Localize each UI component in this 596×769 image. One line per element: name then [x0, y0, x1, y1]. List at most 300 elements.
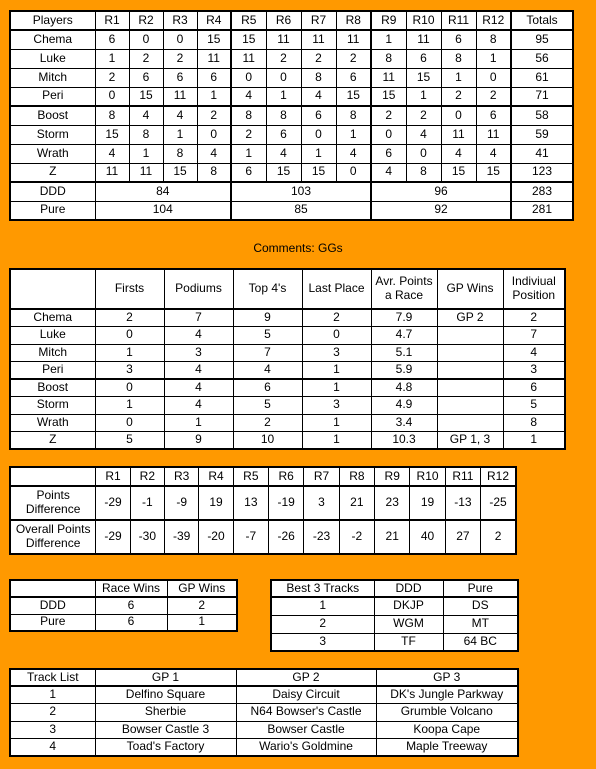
difference-value: 40	[410, 520, 445, 554]
track-list-table	[9, 668, 519, 757]
track-row	[10, 721, 518, 739]
round-header: R5	[233, 467, 268, 486]
race-score: 0	[476, 68, 511, 87]
round-header: R11	[445, 467, 480, 486]
race-score: 11	[301, 30, 336, 49]
stat-value: 5	[503, 397, 565, 415]
round-header: R3	[165, 467, 199, 486]
race-score: 0	[266, 68, 301, 87]
player-total: 123	[511, 163, 573, 182]
stat-value: 5.1	[371, 344, 437, 362]
track-abbrev: TF	[374, 633, 443, 651]
race-score: 6	[266, 125, 301, 144]
race-score: 11	[163, 87, 197, 106]
difference-value: -20	[199, 520, 233, 554]
race-score: 15	[231, 30, 266, 49]
race-score: 2	[95, 68, 129, 87]
team-gp-score: 104	[95, 201, 231, 220]
difference-value: -29	[96, 486, 130, 520]
track-name: Bowser Castle	[236, 721, 376, 739]
stat-value	[437, 379, 503, 397]
race-score: 8	[441, 49, 476, 68]
team-gp-score: 96	[371, 182, 511, 201]
player-name: Peri	[10, 362, 95, 380]
race-score: 1	[266, 87, 301, 106]
stat-value: 0	[95, 414, 164, 432]
stat-value	[437, 414, 503, 432]
stats-header-row	[10, 269, 565, 309]
race-score: 0	[406, 144, 441, 163]
difference-value: 21	[339, 486, 374, 520]
track-abbrev: DKJP	[374, 597, 443, 615]
stats-row	[10, 344, 565, 362]
stats-row	[10, 362, 565, 380]
team-gp-score: 85	[231, 201, 371, 220]
stat-value	[437, 327, 503, 345]
difference-row	[10, 486, 516, 520]
player-score-row	[10, 68, 573, 87]
stat-value: 4	[164, 379, 233, 397]
race-score: 6	[301, 106, 336, 125]
tracks-header: Track List	[10, 669, 95, 686]
team-gp-score: 92	[371, 201, 511, 220]
stats-row	[10, 327, 565, 345]
race-score: 15	[476, 163, 511, 182]
stat-value: 9	[164, 432, 233, 450]
stat-value: 2	[233, 414, 302, 432]
race-score: 2	[336, 49, 371, 68]
difference-value: 3	[304, 486, 339, 520]
best-header: Pure	[443, 580, 518, 597]
race-score: 6	[441, 30, 476, 49]
race-score: 0	[95, 87, 129, 106]
stats-row	[10, 414, 565, 432]
stat-value: 7	[164, 309, 233, 327]
round-header: R9	[375, 467, 410, 486]
round-header: R12	[481, 467, 516, 486]
race-score: 4	[163, 106, 197, 125]
best-row	[271, 615, 518, 633]
difference-value: -2	[339, 520, 374, 554]
header-r6: R6	[266, 11, 301, 30]
race-score: 6	[406, 49, 441, 68]
stat-value: 5	[233, 397, 302, 415]
difference-value: -25	[481, 486, 516, 520]
race-score: 15	[129, 87, 163, 106]
tracks-header: GP 2	[236, 669, 376, 686]
header-r3: R3	[163, 11, 197, 30]
stat-value: 7	[503, 327, 565, 345]
difference-value: -13	[445, 486, 480, 520]
stats-table	[9, 268, 566, 450]
header-r11: R11	[441, 11, 476, 30]
player-name: Luke	[10, 327, 95, 345]
race-score: 0	[301, 125, 336, 144]
team-name: Pure	[10, 614, 95, 631]
team-score-row	[10, 201, 573, 220]
race-score: 1	[163, 125, 197, 144]
tracks-header: GP 1	[95, 669, 236, 686]
player-name: Boost	[10, 379, 95, 397]
track-abbrev: DS	[443, 597, 518, 615]
stat-value: 1	[302, 432, 371, 450]
player-name: Z	[10, 163, 95, 182]
player-name: Storm	[10, 397, 95, 415]
stat-value: 5	[95, 432, 164, 450]
race-score: 1	[231, 144, 266, 163]
race-score: 6	[476, 106, 511, 125]
difference-value: -1	[130, 486, 164, 520]
difference-header-row	[10, 467, 516, 486]
race-score: 15	[301, 163, 336, 182]
header-r7: R7	[301, 11, 336, 30]
race-score: 4	[406, 125, 441, 144]
race-score: 8	[231, 106, 266, 125]
team-score-row	[10, 182, 573, 201]
race-score: 15	[95, 125, 129, 144]
header-totals: Totals	[511, 11, 573, 30]
player-score-row	[10, 30, 573, 49]
stat-value: 4	[164, 327, 233, 345]
stat-value: 0	[95, 327, 164, 345]
player-score-row	[10, 125, 573, 144]
race-score: 4	[441, 144, 476, 163]
race-score: 2	[129, 49, 163, 68]
stat-value: 3.4	[371, 414, 437, 432]
stats-header: Last Place	[302, 269, 371, 309]
header-r10: R10	[406, 11, 441, 30]
race-score: 15	[163, 163, 197, 182]
comments-text: Comments: GGs	[253, 241, 343, 255]
win-count: 2	[167, 597, 237, 614]
player-name: Luke	[10, 49, 95, 68]
wins-header	[10, 580, 95, 597]
stats-header	[10, 269, 95, 309]
player-name: Z	[10, 432, 95, 450]
best-header-row	[271, 580, 518, 597]
race-score: 8	[129, 125, 163, 144]
header-r9: R9	[371, 11, 406, 30]
race-score: 8	[163, 144, 197, 163]
race-number: 1	[10, 686, 95, 704]
race-score: 11	[441, 125, 476, 144]
player-name: Storm	[10, 125, 95, 144]
stats-row	[10, 397, 565, 415]
race-score: 1	[197, 87, 231, 106]
difference-value: 23	[375, 486, 410, 520]
race-score: 1	[441, 68, 476, 87]
race-score: 15	[406, 68, 441, 87]
track-abbrev: MT	[443, 615, 518, 633]
player-name: Mitch	[10, 68, 95, 87]
race-score: 8	[95, 106, 129, 125]
best-header: Best 3 Tracks	[271, 580, 374, 597]
race-score: 2	[266, 49, 301, 68]
race-score: 11	[197, 49, 231, 68]
best-tracks-table	[270, 579, 519, 652]
win-count: 1	[167, 614, 237, 631]
race-score: 8	[266, 106, 301, 125]
race-score: 11	[266, 30, 301, 49]
race-score: 8	[476, 30, 511, 49]
race-number: 2	[10, 704, 95, 722]
race-score: 4	[336, 144, 371, 163]
stat-value: 10	[233, 432, 302, 450]
player-name: Chema	[10, 309, 95, 327]
round-header: R1	[96, 467, 130, 486]
rank: 3	[271, 633, 374, 651]
track-name: Toad's Factory	[95, 739, 236, 757]
race-score: 4	[129, 106, 163, 125]
header-r2: R2	[129, 11, 163, 30]
stat-value	[437, 344, 503, 362]
player-name: Wrath	[10, 414, 95, 432]
race-score: 6	[95, 30, 129, 49]
team-name: DDD	[10, 182, 95, 201]
race-score: 1	[301, 144, 336, 163]
player-total: 71	[511, 87, 573, 106]
header-r1: R1	[95, 11, 129, 30]
difference-value: 13	[233, 486, 268, 520]
player-score-row	[10, 144, 573, 163]
race-score: 15	[441, 163, 476, 182]
race-score: 6	[163, 68, 197, 87]
difference-value: -23	[304, 520, 339, 554]
race-score: 11	[476, 125, 511, 144]
stat-value: 5	[233, 327, 302, 345]
stat-value: 2	[503, 309, 565, 327]
wins-table	[9, 579, 238, 632]
stat-value: 0	[95, 379, 164, 397]
track-name: Koopa Cape	[376, 721, 518, 739]
track-name: Maple Treeway	[376, 739, 518, 757]
player-name: Peri	[10, 87, 95, 106]
difference-value: -30	[130, 520, 164, 554]
stat-value: 2	[302, 309, 371, 327]
best-row	[271, 633, 518, 651]
team-gp-score: 84	[95, 182, 231, 201]
stat-value: GP 2	[437, 309, 503, 327]
team-total: 281	[511, 201, 573, 220]
header-r12: R12	[476, 11, 511, 30]
race-score: 11	[371, 68, 406, 87]
race-score: 2	[406, 106, 441, 125]
race-score: 1	[406, 87, 441, 106]
stat-value: 6	[503, 379, 565, 397]
header-r8: R8	[336, 11, 371, 30]
race-score: 4	[371, 163, 406, 182]
race-score: 11	[406, 30, 441, 49]
rank: 2	[271, 615, 374, 633]
best-header: DDD	[374, 580, 443, 597]
player-total: 41	[511, 144, 573, 163]
race-score: 4	[476, 144, 511, 163]
race-score: 2	[476, 87, 511, 106]
stats-header: GP Wins	[437, 269, 503, 309]
difference-value: 27	[445, 520, 480, 554]
race-number: 4	[10, 739, 95, 757]
stats-header: Podiums	[164, 269, 233, 309]
wins-row	[10, 614, 237, 631]
difference-value: -29	[96, 520, 130, 554]
stat-value: 1	[302, 379, 371, 397]
team-total: 283	[511, 182, 573, 201]
win-count: 6	[95, 614, 167, 631]
track-name: N64 Bowser's Castle	[236, 704, 376, 722]
race-score: 6	[231, 163, 266, 182]
track-abbrev: WGM	[374, 615, 443, 633]
track-name: Wario's Goldmine	[236, 739, 376, 757]
track-name: Bowser Castle 3	[95, 721, 236, 739]
wins-header: GP Wins	[167, 580, 237, 597]
race-score: 0	[441, 106, 476, 125]
round-header	[10, 467, 96, 486]
race-score: 4	[301, 87, 336, 106]
race-score: 2	[231, 125, 266, 144]
track-abbrev: 64 BC	[443, 633, 518, 651]
race-score: 11	[231, 49, 266, 68]
round-header: R8	[339, 467, 374, 486]
stat-value: 1	[302, 414, 371, 432]
race-score: 11	[336, 30, 371, 49]
stat-value: 8	[503, 414, 565, 432]
race-score: 1	[336, 125, 371, 144]
stat-value: 1	[503, 432, 565, 450]
stat-value: 7	[233, 344, 302, 362]
header-r5: R5	[231, 11, 266, 30]
track-row	[10, 704, 518, 722]
difference-table	[9, 466, 517, 555]
wins-header-row	[10, 580, 237, 597]
race-score: 8	[336, 106, 371, 125]
scores-header-row	[10, 11, 573, 30]
player-total: 56	[511, 49, 573, 68]
race-score: 1	[129, 144, 163, 163]
race-score: 4	[231, 87, 266, 106]
player-score-row	[10, 87, 573, 106]
team-gp-score: 103	[231, 182, 371, 201]
race-score: 0	[163, 30, 197, 49]
race-score: 4	[197, 144, 231, 163]
race-score: 2	[441, 87, 476, 106]
stat-value: 4	[233, 362, 302, 380]
stat-value: 4	[164, 362, 233, 380]
stat-value: 4.7	[371, 327, 437, 345]
stat-value: 3	[164, 344, 233, 362]
difference-value: -39	[165, 520, 199, 554]
wins-header: Race Wins	[95, 580, 167, 597]
stats-row	[10, 379, 565, 397]
stat-value: 3	[302, 344, 371, 362]
track-row	[10, 739, 518, 757]
race-score: 11	[95, 163, 129, 182]
team-name: Pure	[10, 201, 95, 220]
difference-value: -9	[165, 486, 199, 520]
race-score: 0	[231, 68, 266, 87]
stat-value: 1	[95, 397, 164, 415]
player-name: Chema	[10, 30, 95, 49]
difference-value: -26	[269, 520, 304, 554]
stat-value: 10.3	[371, 432, 437, 450]
player-score-row	[10, 49, 573, 68]
tracks-header-row	[10, 669, 518, 686]
race-score: 11	[129, 163, 163, 182]
player-total: 59	[511, 125, 573, 144]
win-count: 6	[95, 597, 167, 614]
round-header: R4	[199, 467, 233, 486]
stat-value: 2	[95, 309, 164, 327]
stats-row	[10, 432, 565, 450]
stats-header: Top 4's	[233, 269, 302, 309]
player-name: Mitch	[10, 344, 95, 362]
race-score: 4	[95, 144, 129, 163]
player-score-row	[10, 163, 573, 182]
race-score: 2	[163, 49, 197, 68]
stats-header: Indiviual Position	[503, 269, 565, 309]
difference-row	[10, 520, 516, 554]
wins-row	[10, 597, 237, 614]
race-score: 6	[197, 68, 231, 87]
race-score: 15	[197, 30, 231, 49]
race-score: 2	[301, 49, 336, 68]
race-score: 0	[197, 125, 231, 144]
stat-value: 4.8	[371, 379, 437, 397]
race-score: 2	[197, 106, 231, 125]
difference-value: -19	[269, 486, 304, 520]
race-score: 4	[266, 144, 301, 163]
round-header: R7	[304, 467, 339, 486]
stat-value	[437, 397, 503, 415]
round-header: R2	[130, 467, 164, 486]
race-score: 6	[129, 68, 163, 87]
race-number: 3	[10, 721, 95, 739]
stats-header: Avr. Points a Race	[371, 269, 437, 309]
stat-value: 3	[302, 397, 371, 415]
rank: 1	[271, 597, 374, 615]
stat-value: 3	[503, 362, 565, 380]
stat-value: 6	[233, 379, 302, 397]
track-row	[10, 686, 518, 704]
race-score: 2	[371, 106, 406, 125]
difference-value: -7	[233, 520, 268, 554]
stat-value: 4.9	[371, 397, 437, 415]
track-name: Grumble Volcano	[376, 704, 518, 722]
stat-value: GP 1, 3	[437, 432, 503, 450]
player-total: 95	[511, 30, 573, 49]
race-score: 0	[371, 125, 406, 144]
stat-value: 9	[233, 309, 302, 327]
stat-value	[437, 362, 503, 380]
race-score: 15	[336, 87, 371, 106]
race-score: 1	[95, 49, 129, 68]
difference-value: 21	[375, 520, 410, 554]
difference-value: 2	[481, 520, 516, 554]
race-score: 6	[371, 144, 406, 163]
round-header: R10	[410, 467, 445, 486]
difference-value: 19	[410, 486, 445, 520]
round-header: R6	[269, 467, 304, 486]
stats-header: Firsts	[95, 269, 164, 309]
stats-row	[10, 309, 565, 327]
race-score: 8	[406, 163, 441, 182]
stat-value: 4	[503, 344, 565, 362]
race-score: 8	[301, 68, 336, 87]
difference-label: Points Difference	[10, 486, 96, 520]
difference-value: 19	[199, 486, 233, 520]
player-name: Boost	[10, 106, 95, 125]
stat-value: 4	[164, 397, 233, 415]
track-name: DK's Jungle Parkway	[376, 686, 518, 704]
